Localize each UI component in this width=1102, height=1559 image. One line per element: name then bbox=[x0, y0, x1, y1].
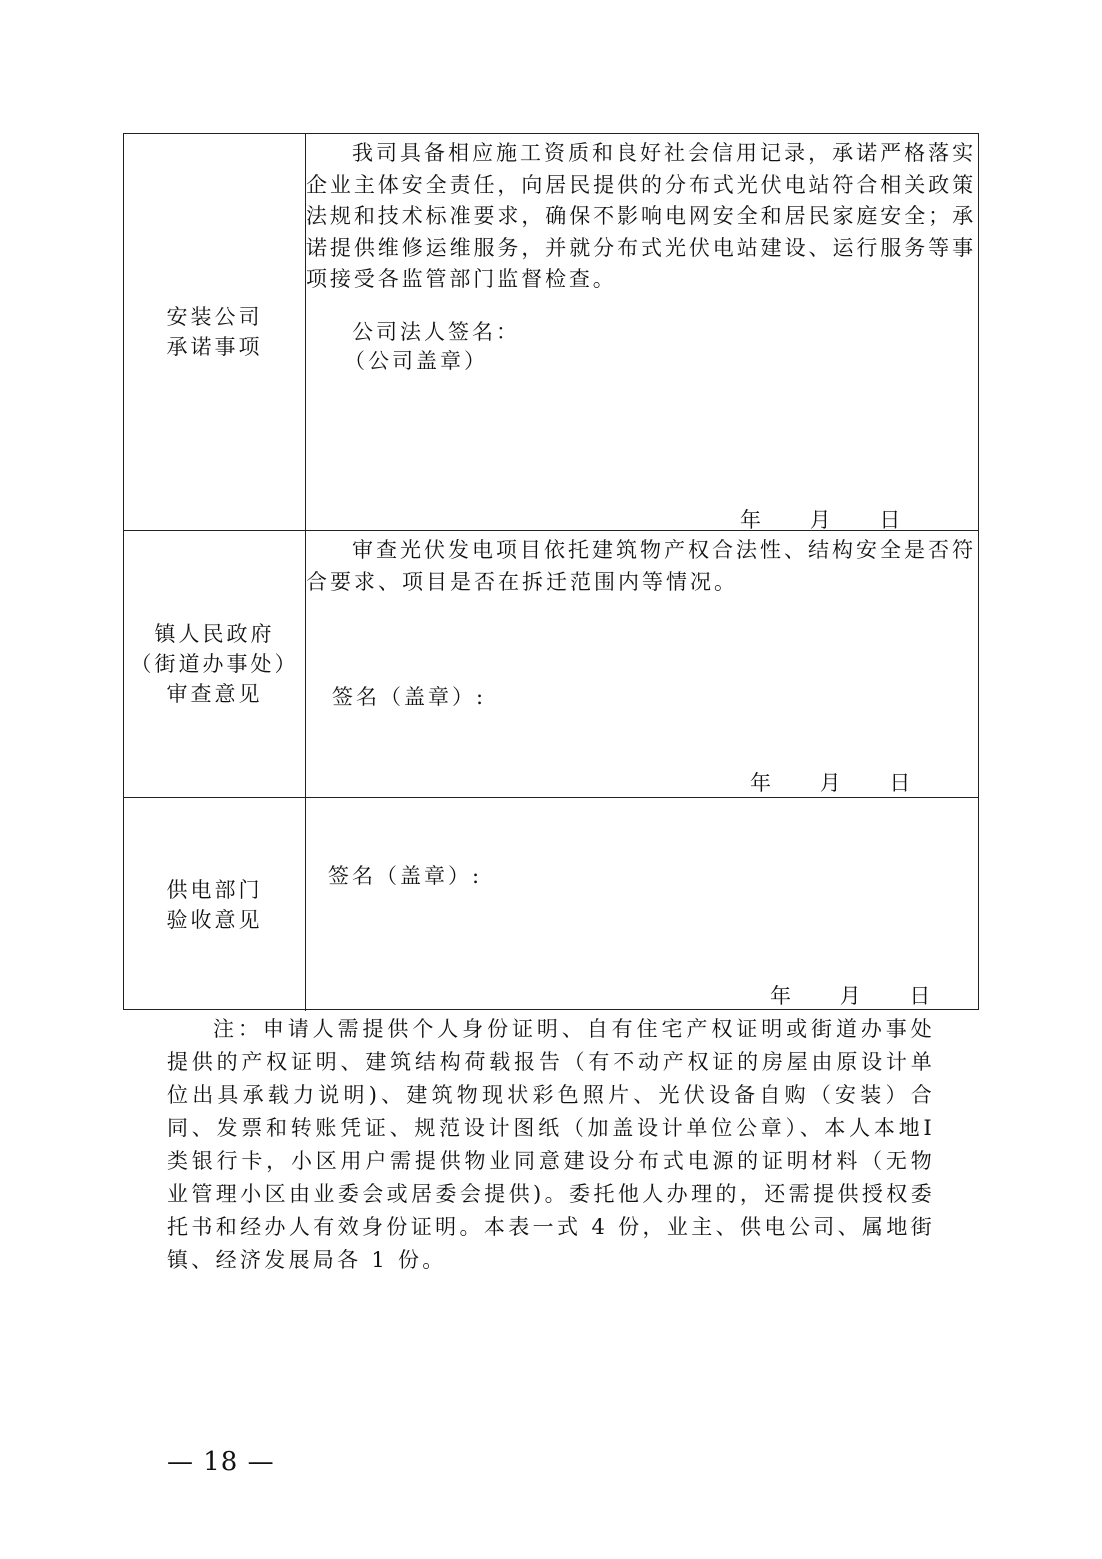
power-supply-label-line2: 验收意见 bbox=[166, 907, 263, 932]
power-supply-label-line1: 供电部门 bbox=[166, 877, 263, 902]
installer-pledge-row bbox=[124, 134, 978, 531]
township-label-line2: （街道办事处） bbox=[130, 652, 299, 676]
township-label-line3: 审查意见 bbox=[166, 682, 263, 706]
installer-pledge-text: 我司具备相应施工资质和良好社会信用记录，承诺严格落实企业主体安全责任，向居民提供的分布式光伏电站符合相关政策法规和技术标准要求，确保不影响电网安全和居民家庭安全；承诺提供维修运维服务，并就分布式光伏电站建设、运行服务等事项接受各监管部门监督检查。 bbox=[306, 141, 976, 291]
township-signature-label: 签名（盖章）: bbox=[332, 685, 487, 709]
installer-seal-label: （公司盖章） bbox=[344, 349, 488, 373]
installer-signature-label: 公司法人签名： bbox=[352, 320, 520, 344]
power-supply-label-cell bbox=[124, 798, 306, 1011]
power-supply-date bbox=[770, 980, 930, 1010]
installer-date-year: 年 bbox=[740, 508, 761, 532]
power-supply-signature-label: 签名（盖章）: bbox=[328, 864, 483, 888]
township-date-year: 年 bbox=[750, 771, 771, 795]
township-date-day: 日 bbox=[889, 771, 911, 795]
power-supply-date-month: 月 bbox=[839, 984, 861, 1008]
installer-date-month: 月 bbox=[809, 508, 831, 532]
township-label-cell bbox=[124, 531, 306, 797]
power-supply-date-year: 年 bbox=[770, 984, 791, 1008]
power-supply-date-day: 日 bbox=[909, 984, 931, 1008]
installer-label-cell bbox=[124, 134, 306, 530]
installer-label-line1: 安装公司 bbox=[166, 305, 263, 329]
installer-date-day: 日 bbox=[879, 508, 901, 532]
power-supply-row bbox=[124, 798, 978, 1011]
power-supply-content-cell bbox=[306, 798, 978, 1011]
application-note: 注：申请人需提供个人身份证明、自有住宅产权证明或街道办事处提供的产权证明、建筑结构荷载报告（有不动产权证的房屋由原设计单位出具承载力说明)、建筑物现状彩色照片、光伏设备自购（安装）合同、发票和转账凭证、规范设计图纸（加盖设计单位公章）、本人本地Ⅰ类银行卡，小区用户需提供物业同意建设分布式电源的证明材料（无物业管理小区由业委会或居委会提供)。委托他人办理的，还需提供授权委托书和经办人有效身份证明。本表一式 4 份，业主、供电公司、属地街镇、经济发展局各 1 份。 bbox=[167, 1017, 935, 1272]
installer-date bbox=[740, 504, 900, 534]
installer-label-line2: 承诺事项 bbox=[166, 335, 263, 359]
township-date bbox=[750, 767, 910, 797]
application-form-table bbox=[123, 133, 979, 1010]
township-date-month: 月 bbox=[819, 771, 841, 795]
township-review-row bbox=[124, 531, 978, 798]
installer-content-cell bbox=[306, 134, 978, 530]
page-number: — 18 — bbox=[167, 1447, 275, 1477]
township-content-cell bbox=[306, 531, 978, 797]
township-review-text: 审查光伏发电项目依托建筑物产权合法性、结构安全是否符合要求、项目是否在拆迁范围内等情况。 bbox=[306, 538, 976, 594]
township-label-line1: 镇人民政府 bbox=[154, 622, 275, 646]
